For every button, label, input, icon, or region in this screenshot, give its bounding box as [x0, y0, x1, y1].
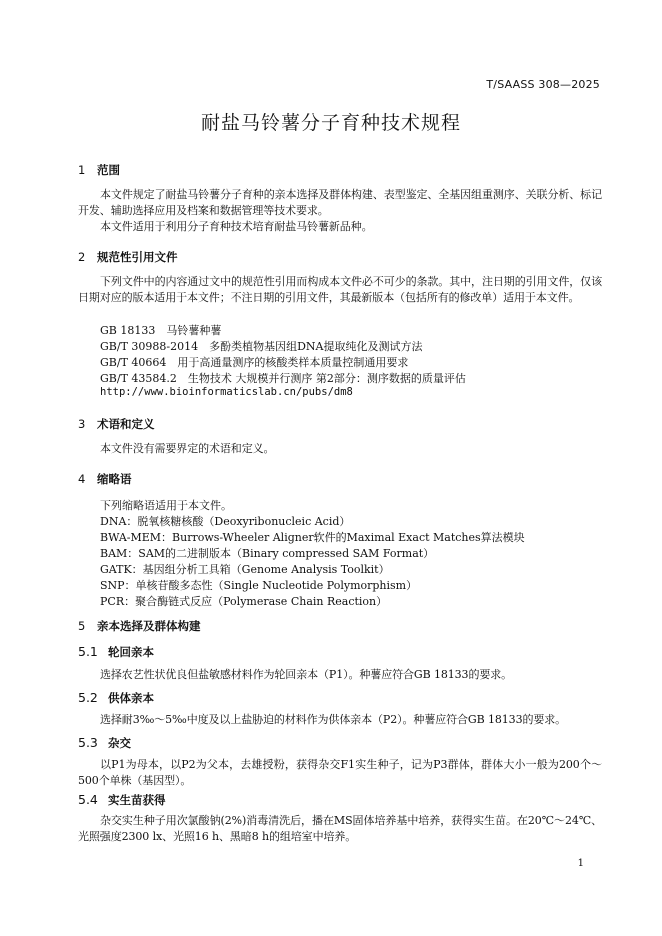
subsection-5-2-heading [78, 690, 154, 706]
section-3-heading [78, 416, 155, 432]
subsection-5-1-heading [78, 644, 154, 660]
subsection-5-4-heading [78, 792, 166, 808]
section-title: 术语和定义 [97, 417, 155, 431]
section-number: 1 [78, 163, 86, 177]
subsection-number: 5.4 [78, 792, 98, 807]
subsection-title: 供体亲本 [108, 691, 154, 705]
section-title: 亲本选择及群体构建 [97, 619, 201, 633]
section-number: 4 [78, 472, 86, 486]
section-1-paragraph-1: 本文件规定了耐盐马铃薯分子育种的亲本选择及群体构建、表型鉴定、全基因组重测序、关联分析、标记开发、辅助选择应用及档案和数据管理等技术要求。 [78, 188, 602, 218]
section-number: 5 [78, 619, 86, 633]
subsection-number: 5.2 [78, 690, 98, 705]
section-number: 2 [78, 250, 86, 264]
subsection-5-3-text: 以P1为母本，以P2为父本，去雄授粉，获得杂交F1实生种子，记为P3群体，群体大小一般为200个～500个单株（基因型）。 [78, 758, 602, 788]
abbreviation-item: PCR：聚合酶链式反应（Polymerase Chain Reaction） [100, 595, 388, 608]
section-title: 规范性引用文件 [97, 250, 178, 264]
section-3-paragraph-1: 本文件没有需要界定的术语和定义。 [100, 442, 275, 455]
section-2-paragraph-1: 下列文件中的内容通过文中的规范性引用而构成本文件必不可少的条款。其中，注日期的引用文件，仅该日期对应的版本适用于本文件；不注日期的引用文件，其最新版本（包括所有的修改单）适用于本文件。 [78, 275, 602, 305]
section-2-heading [78, 249, 178, 265]
subsection-5-2-text: 选择耐3‰～5‰中度及以上盐胁迫的材料作为供体亲本（P2）。种薯应符合GB 18133的要求。 [100, 713, 567, 726]
subsection-number: 5.3 [78, 735, 98, 750]
section-title: 缩略语 [97, 472, 132, 486]
section-4-heading [78, 471, 132, 487]
abbreviation-item: GATK：基因组分析工具箱（Genome Analysis Toolkit） [100, 563, 390, 576]
section-title: 范围 [97, 163, 120, 177]
reference-item: GB/T 40664 用于高通量测序的核酸类样本质量控制通用要求 [100, 356, 409, 369]
reference-item: GB 18133 马铃薯种薯 [100, 324, 222, 337]
abbreviation-item: BAM：SAM的二进制版本（Binary compressed SAM Format） [100, 547, 435, 560]
reference-item: GB/T 30988-2014 多酚类植物基因组DNA提取纯化及测试方法 [100, 340, 423, 353]
reference-url: http://www.bioinformaticslab.cn/pubs/dm8 [100, 386, 353, 398]
subsection-5-3-heading [78, 735, 131, 751]
subsection-title: 轮回亲本 [108, 645, 154, 659]
subsection-5-1-text: 选择农艺性状优良但盐敏感材料作为轮回亲本（P1）。种薯应符合GB 18133的要求。 [100, 668, 513, 681]
subsection-title: 实生苗获得 [108, 793, 166, 807]
subsection-title: 杂交 [108, 736, 131, 750]
section-1-paragraph-2: 本文件适用于利用分子育种技术培育耐盐马铃薯新品种。 [100, 220, 373, 233]
abbreviation-item: DNA：脱氧核糖核酸（Deoxyribonucleic Acid） [100, 515, 351, 528]
section-number: 3 [78, 417, 86, 431]
page-number: 1 [577, 858, 584, 869]
section-5-heading [78, 618, 201, 634]
abbreviation-item: SNP：单核苷酸多态性（Single Nucleotide Polymorphism） [100, 579, 418, 592]
abbreviation-item: BWA-MEM：Burrows-Wheeler Aligner软件的Maximal Exact Matches算法模块 [100, 531, 525, 544]
subsection-5-4-text: 杂交实生种子用次氯酸钠(2%)消毒清洗后，播在MS固体培养基中培养，获得实生苗。在20℃～24℃、光照强度2300 lx、光照16 h、黑暗8 h的组培室中培养。 [78, 814, 602, 844]
abbreviation-intro: 下列缩略语适用于本文件。 [100, 499, 232, 512]
standard-number: T/SAASS 308—2025 [486, 78, 600, 91]
subsection-number: 5.1 [78, 644, 98, 659]
document-title: 耐盐马铃薯分子育种技术规程 [200, 112, 461, 134]
section-1-heading [78, 162, 120, 178]
reference-item: GB/T 43584.2 生物技术 大规模并行测序 第2部分：测序数据的质量评估 [100, 372, 466, 385]
